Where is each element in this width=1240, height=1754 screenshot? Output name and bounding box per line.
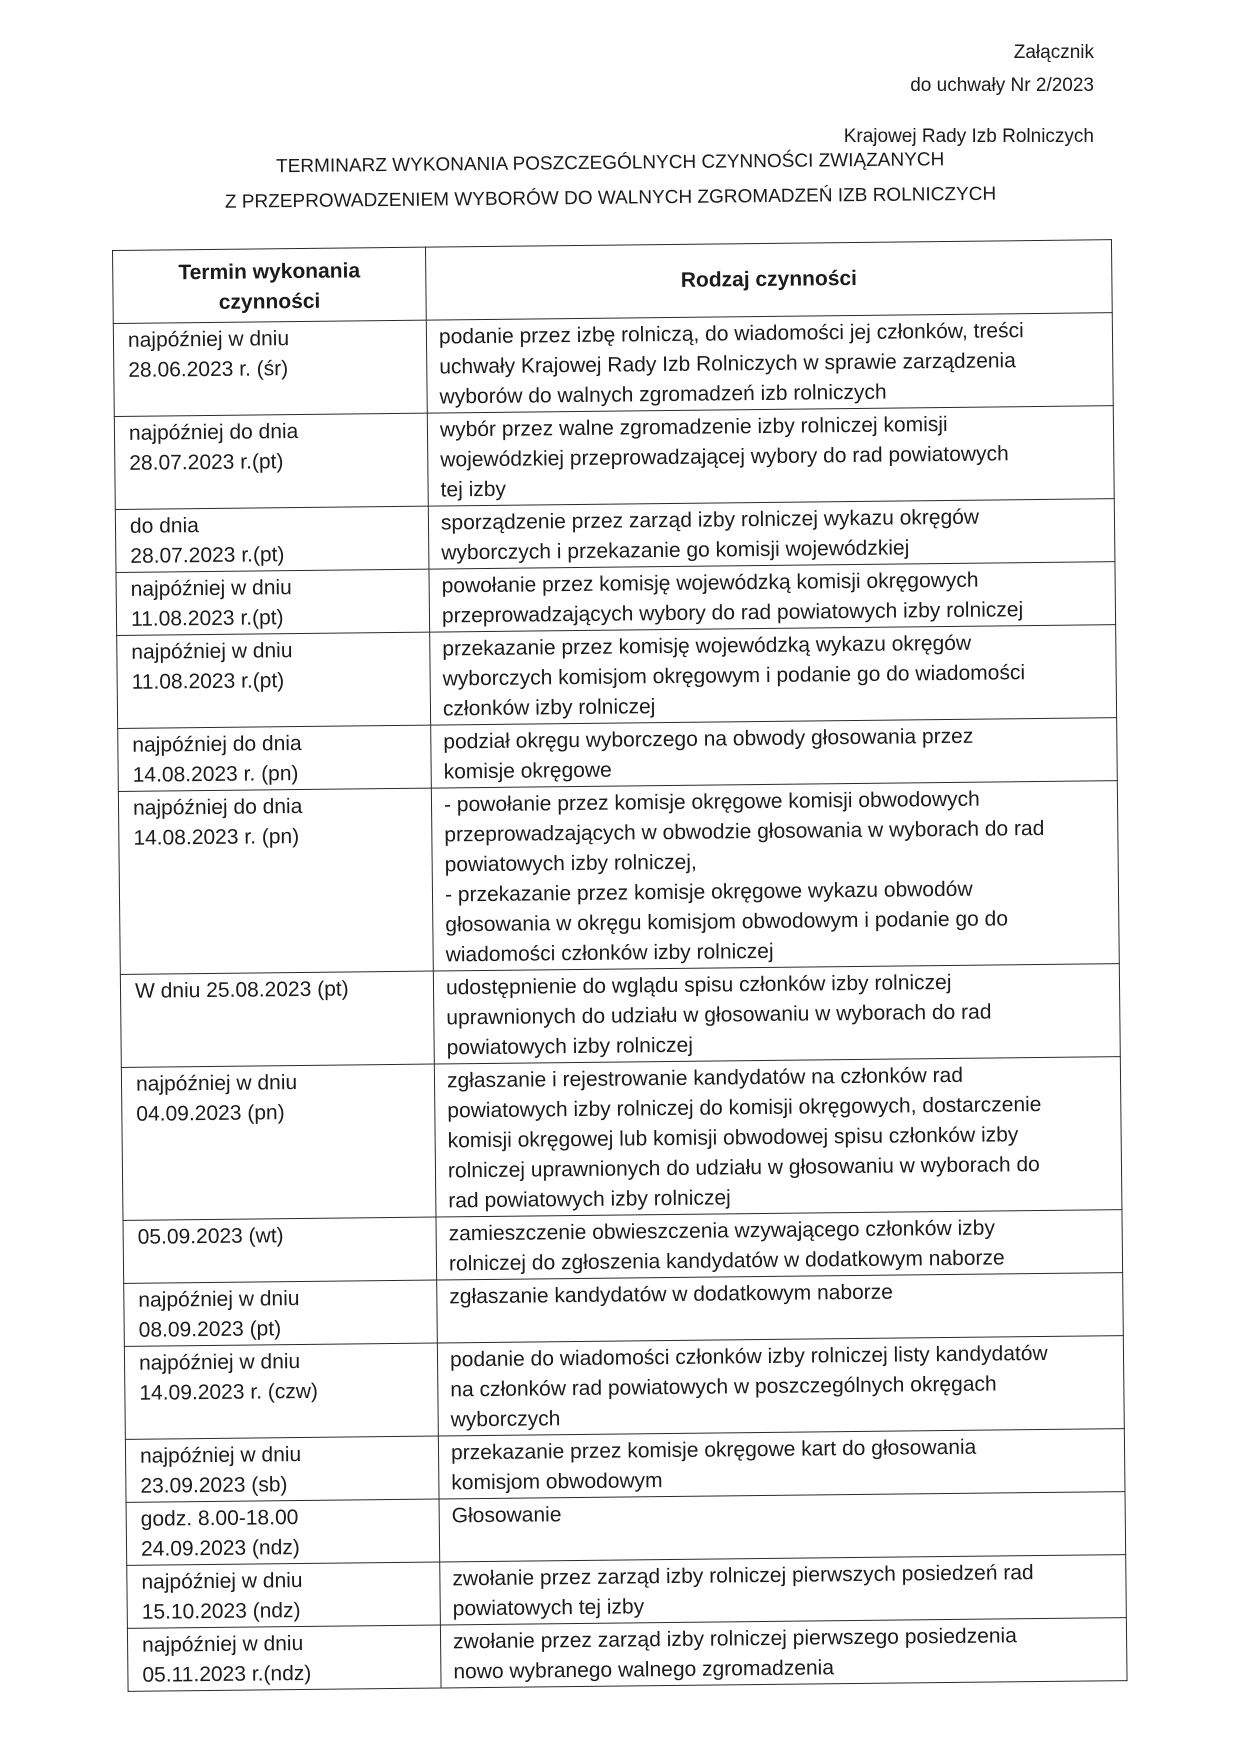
activity-cell [437, 1336, 1124, 1436]
activity-text: zwołanie przez zarząd izby rolniczej pierwszych posiedzeń rad powiatowych tej izby [452, 1561, 1034, 1621]
term-cell [127, 1562, 441, 1628]
activity-cell [431, 781, 1119, 971]
activity-cell [430, 625, 1117, 725]
term-text: najpóźniej w dniu 11.08.2023 r.(pt) [130, 576, 292, 631]
term-cell [124, 1343, 438, 1439]
term-text: najpóźniej do dnia 14.08.2023 r. (pn) [132, 794, 303, 850]
term-text: najpóźniej do dnia 14.08.2023 r. (pn) [132, 731, 302, 787]
activity-text: podział okręgu wyborczego na obwody głosowania przez komisje okręgowe [443, 724, 974, 784]
term-text: najpóźniej w dniu 05.11.2023 r.(ndz) [141, 1632, 312, 1687]
table-row [118, 781, 1119, 975]
term-cell [116, 569, 430, 635]
term-cell [124, 1280, 438, 1346]
activity-cell [428, 499, 1115, 569]
term-text: najpóźniej w dniu 11.08.2023 r.(pt) [131, 639, 293, 694]
term-cell [127, 1625, 441, 1691]
term-text: najpóźniej w dniu 23.09.2023 (sb) [139, 1443, 302, 1498]
table-row [113, 313, 1113, 417]
activity-text: podanie przez izbę rolniczą, do wiadomości jej członków, treści uchwały Krajowej Rady Izb Rolniczych w sprawie zarządzenia wyborów do walnych zgromadzeń izb rolniczych [438, 319, 1024, 409]
term-text: godz. 8.00-18.00 24.09.2023 (ndz) [140, 1506, 300, 1561]
table-row [114, 406, 1114, 510]
document-title [200, 141, 1021, 220]
table-row [117, 625, 1117, 729]
activity-cell [436, 1210, 1123, 1280]
table-row [120, 964, 1120, 1068]
term-text: najpóźniej w dniu 04.09.2023 (pn) [135, 1071, 298, 1126]
activity-text: zgłaszanie kandydatów w dodatkowym naborze [449, 1280, 894, 1309]
activity-cell [427, 406, 1114, 506]
activity-text: zgłaszanie i rejestrowanie kandydatów na członków rad powiatowych izby rolniczej do komisji okręgowych, dostarczenie komisji okręgowej lub komisji obwodowej spisu członków izby rolniczej uprawnionych do udziału w głosowaniu w wyborach do rad powiatowych izby rolniczej [446, 1063, 1042, 1213]
term-cell [123, 1217, 437, 1283]
annex-label: Załącznik [1013, 42, 1094, 63]
title-line-1: TERMINARZ WYKONANIA POSZCZEGÓLNYCH CZYNNOŚCI ZWIĄZANYCH [275, 149, 945, 178]
term-text: 05.09.2023 (wt) [137, 1224, 284, 1249]
term-text: najpóźniej w dniu 28.06.2023 r. (śr) [127, 327, 290, 382]
term-cell [121, 1064, 436, 1220]
term-text: najpóźniej w dniu 14.09.2023 r. (czw) [138, 1350, 319, 1405]
table-row [121, 1057, 1122, 1221]
title-line-2: Z PRZEPROWADZENIEM WYBORÓW DO WALNYCH ZGROMADZEŃ IZB ROLNICZYCH [224, 183, 997, 213]
term-cell [126, 1499, 440, 1565]
table-row [127, 1618, 1127, 1692]
term-cell [114, 413, 428, 509]
annex-header [844, 36, 1094, 153]
activity-cell [434, 1057, 1122, 1217]
term-text: najpóźniej w dniu 08.09.2023 (pt) [138, 1287, 300, 1342]
activity-text: przekazanie przez komisję wojewódzką wykazu okręgów wyborczych komisjom okręgowym i podanie go do wiadomości członków izby rolniczej [442, 631, 1026, 721]
term-cell [125, 1436, 439, 1502]
activity-text: zwołanie przez zarząd izby rolniczej pierwszego posiedzenia nowo wybranego walnego zgromadzenia [452, 1624, 1017, 1684]
table-row [124, 1273, 1124, 1347]
schedule-table-wrapper [112, 239, 1128, 1692]
table-row [124, 1336, 1124, 1440]
activity-text: udostępnienie do wglądu spisu członków izby rolniczej uprawnionych do udziału w głosowaniu w wyborach do rad powiatowych izby rolniczej [445, 970, 992, 1060]
activity-text: zamieszczenie obwieszczenia wzywającego członków izby rolniczej do zgłoszenia kandydatów w dodatkowym naborze [448, 1216, 1005, 1276]
activity-text: przekazanie przez komisje okręgowe kart do głosowania komisjom obwodowym [450, 1435, 977, 1495]
schedule-table [112, 239, 1128, 1692]
term-cell [117, 632, 431, 728]
activity-cell [440, 1618, 1127, 1688]
activity-cell [426, 313, 1113, 413]
term-text: W dniu 25.08.2023 (pt) [134, 977, 349, 1003]
table-header-row [113, 240, 1113, 324]
header-activity: Rodzaj czynności [425, 240, 1112, 320]
term-text: najpóźniej do dnia 28.07.2023 r.(pt) [128, 419, 299, 475]
activity-text: sporządzenie przez zarząd izby rolniczej wykazu okręgów wyborczych i przekazanie go komisji wojewódzkiej [440, 505, 980, 565]
activity-text: podanie do wiadomości członków izby rolniczej listy kandydatów na członków rad powiatowych w poszczególnych okręgach wyborczych [449, 1341, 1048, 1432]
activity-cell [439, 1492, 1126, 1562]
activity-cell [433, 964, 1120, 1064]
activity-cell [440, 1555, 1127, 1625]
annex-issuer: Krajowej Rady Izb Rolniczych [843, 126, 1094, 147]
term-cell [115, 506, 429, 572]
activity-text: - powołanie przez komisje okręgowe komisji obwodowych przeprowadzających w obwodzie głosowania w wyborach do rad powiatowych izby rolniczej, - przekazanie przez komisje okręgowe wykazu obwodów głosowania w okręgu komisjom obwodowym i podanie go do wiadomości członków izby rolniczej [443, 787, 1045, 967]
term-cell [118, 725, 432, 791]
term-cell [118, 788, 433, 974]
activity-cell [437, 1273, 1124, 1343]
activity-text: wybór przez walne zgromadzenie izby rolniczej komisji wojewódzkiej przeprowadzającej wybory do rad powiatowych tej izby [439, 412, 1009, 502]
activity-text: Głosowanie [451, 1503, 562, 1528]
header-term: Termin wykonania czynności [113, 247, 427, 323]
term-text: najpóźniej w dniu 15.10.2023 (ndz) [141, 1569, 303, 1624]
term-text: do dnia 28.07.2023 r.(pt) [129, 514, 285, 568]
table-row [125, 1429, 1125, 1503]
annex-resolution: do uchwały Nr 2/2023 [910, 75, 1094, 96]
table-row [126, 1492, 1126, 1566]
term-cell [113, 320, 427, 416]
table-row [127, 1555, 1127, 1629]
table-body [113, 313, 1127, 1692]
table-row [115, 499, 1115, 573]
table-row [123, 1210, 1123, 1284]
activity-cell [431, 718, 1118, 788]
term-cell [120, 971, 434, 1067]
activity-cell [429, 562, 1116, 632]
table-row [116, 562, 1116, 636]
activity-text: powołanie przez komisję wojewódzką komisji okręgowych przeprowadzających wybory do rad powiatowych izby rolniczej [441, 568, 1024, 628]
table-row [118, 718, 1118, 792]
activity-cell [438, 1429, 1125, 1499]
